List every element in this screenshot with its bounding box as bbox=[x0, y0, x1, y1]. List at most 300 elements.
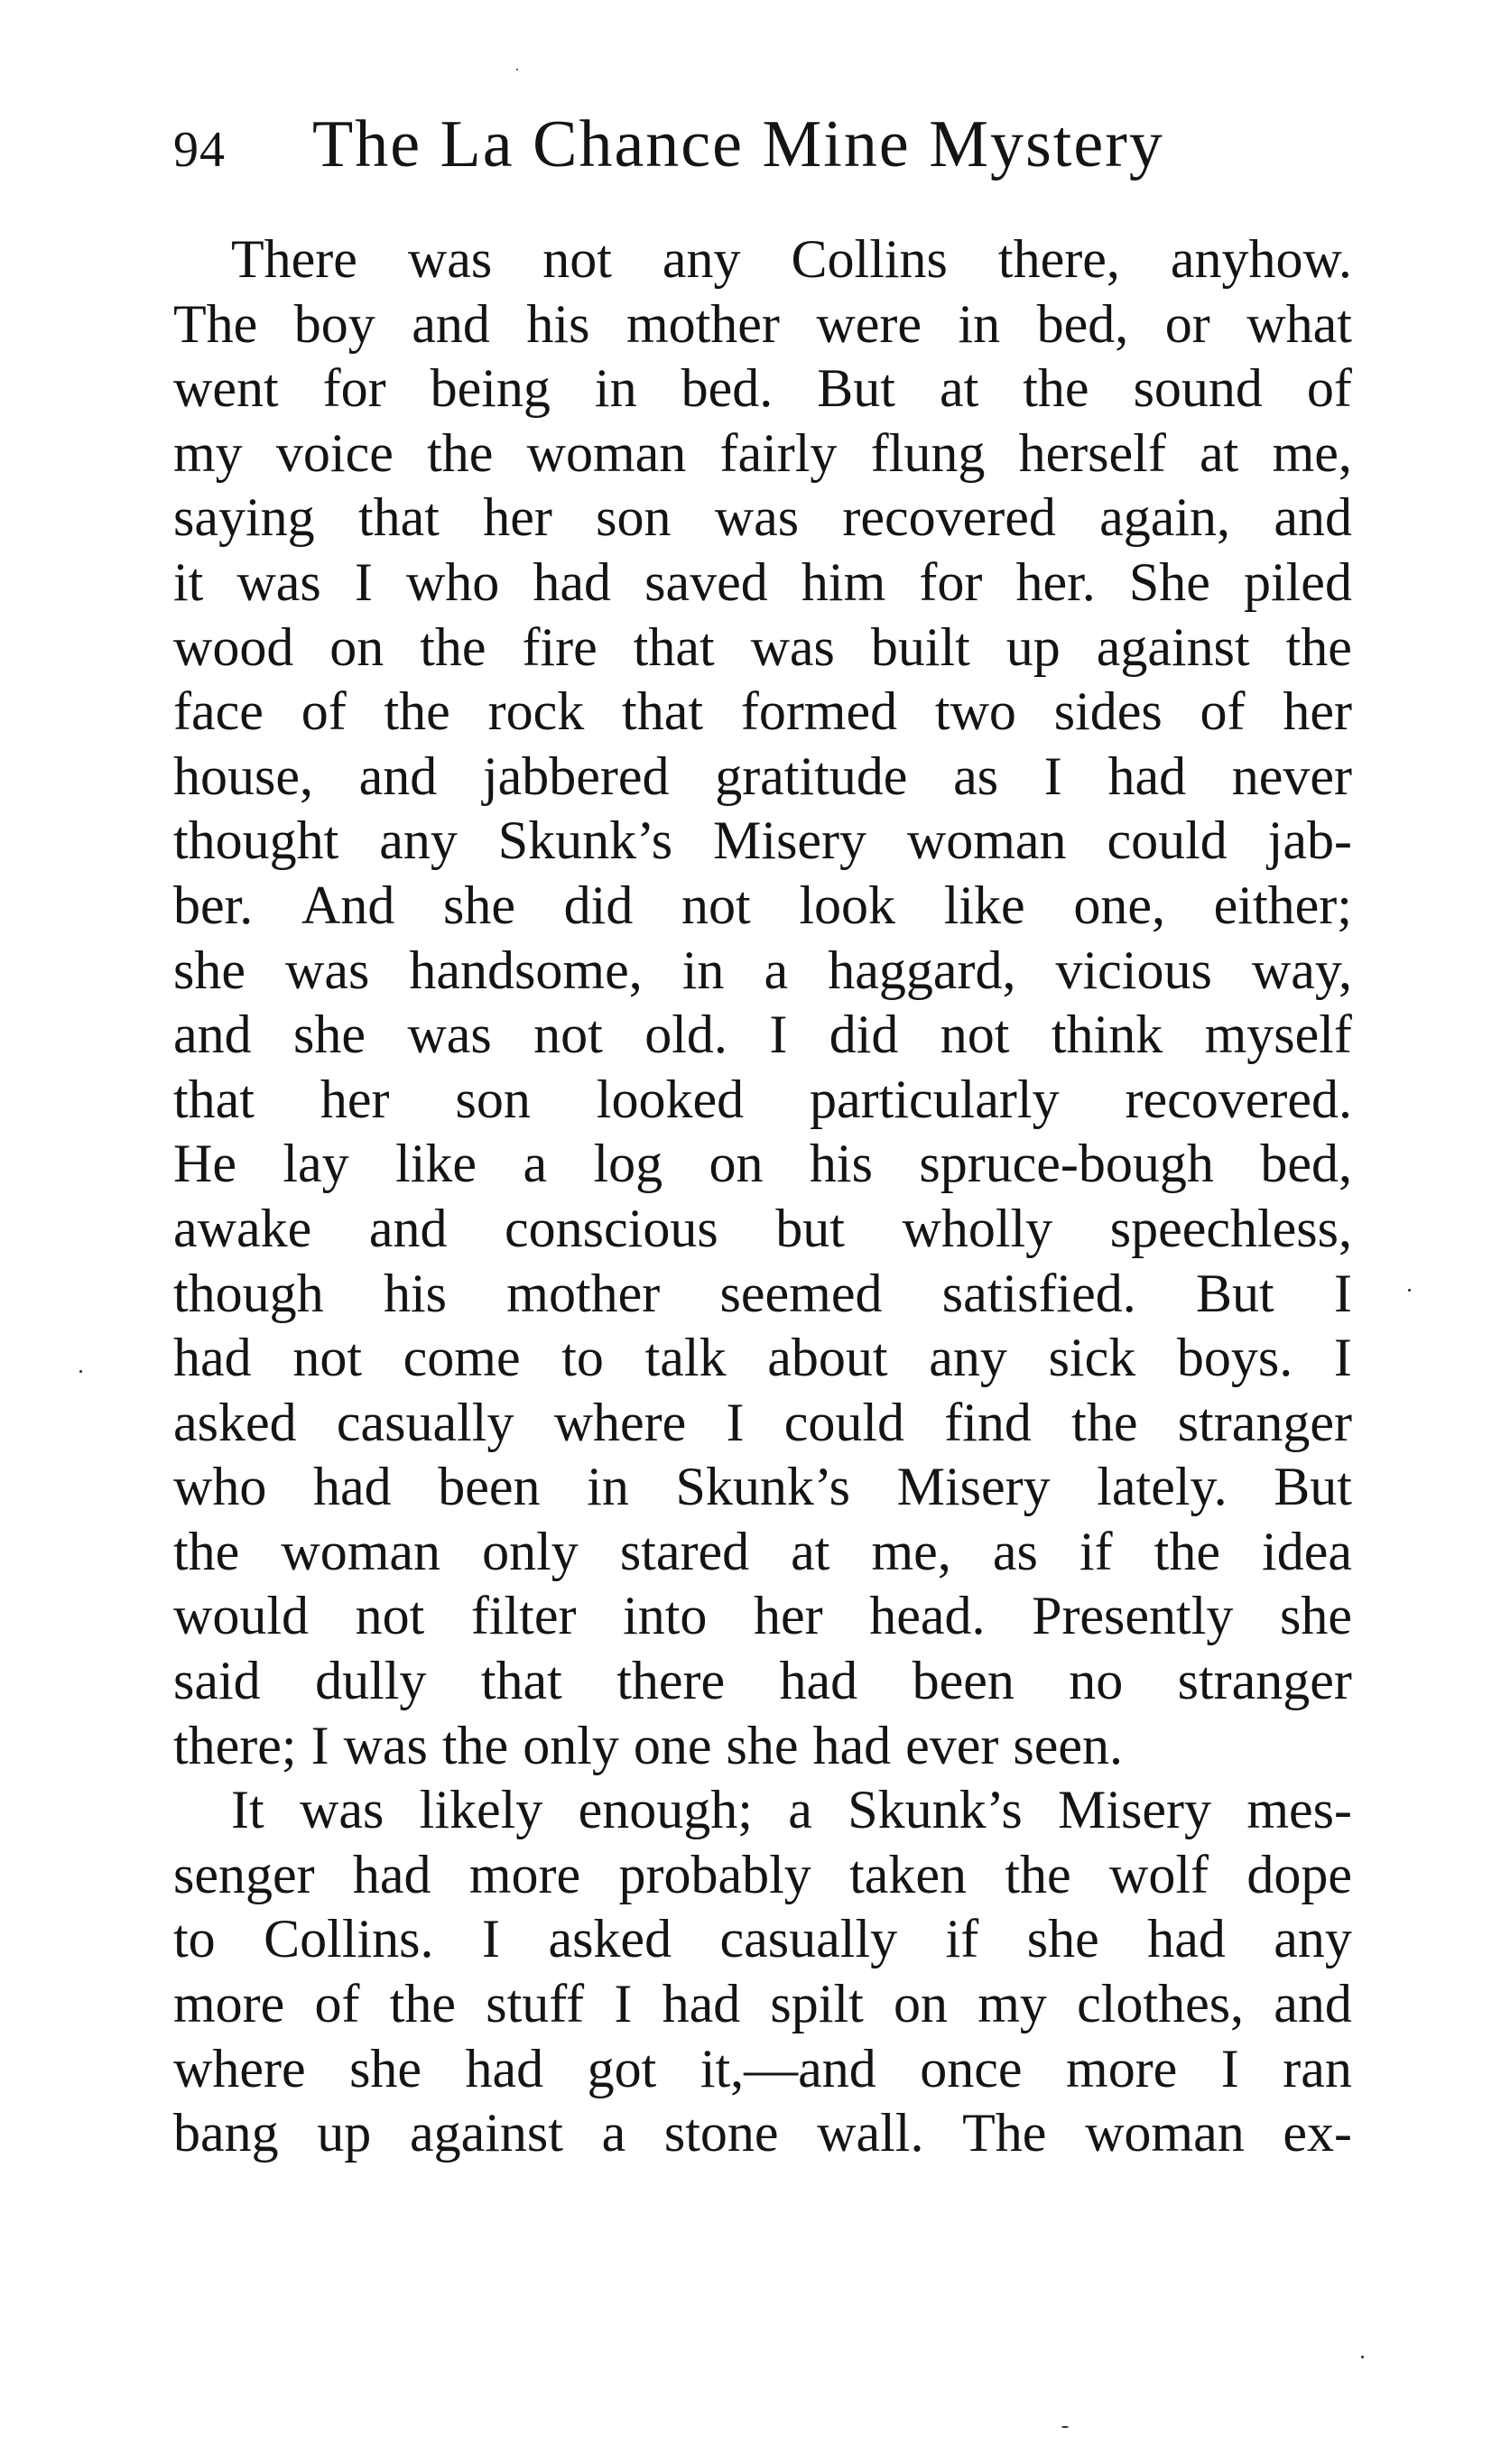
word: saying bbox=[173, 487, 315, 548]
word: idea bbox=[1262, 1521, 1352, 1581]
word: up bbox=[317, 2103, 372, 2163]
text-line bbox=[173, 939, 1352, 1004]
word: Misery bbox=[713, 811, 867, 871]
word: a bbox=[788, 1780, 812, 1840]
word: son bbox=[455, 1069, 531, 1129]
word: mother bbox=[506, 1263, 661, 1323]
word: on bbox=[894, 1974, 948, 2034]
word: think bbox=[1051, 1005, 1163, 1065]
word: me, bbox=[1272, 422, 1352, 483]
word: house, bbox=[173, 746, 313, 806]
word: was bbox=[407, 1005, 492, 1065]
word: it,—and bbox=[700, 2038, 876, 2098]
word: Collins. bbox=[264, 1909, 434, 1969]
word: enough; bbox=[578, 1780, 753, 1840]
word: where bbox=[173, 2038, 306, 2098]
word: wolf bbox=[1109, 1844, 1209, 1904]
word: jabbered bbox=[482, 746, 670, 806]
text-line bbox=[173, 1455, 1352, 1520]
word: speechless, bbox=[1109, 1198, 1352, 1258]
word: me, bbox=[871, 1521, 951, 1581]
word: it bbox=[173, 551, 204, 612]
word: dully bbox=[315, 1651, 427, 1711]
word: fire bbox=[522, 616, 598, 677]
text-line bbox=[173, 1649, 1352, 1714]
word: But bbox=[1274, 1457, 1352, 1517]
word: find bbox=[944, 1392, 1032, 1452]
word: ever bbox=[905, 1715, 999, 1775]
word: built bbox=[870, 616, 970, 677]
word: one bbox=[633, 1715, 712, 1775]
text-line bbox=[173, 227, 1352, 292]
word: Collins bbox=[791, 229, 948, 289]
word: lay bbox=[283, 1134, 349, 1194]
word: gratitude bbox=[715, 746, 908, 806]
word: who bbox=[173, 1457, 267, 1517]
word: mes- bbox=[1246, 1780, 1352, 1840]
word: likely bbox=[419, 1780, 543, 1840]
word: a bbox=[601, 2103, 626, 2163]
word: handsome, bbox=[409, 940, 643, 1000]
word: was bbox=[407, 229, 493, 289]
word: could bbox=[1107, 811, 1228, 871]
word: like bbox=[395, 1134, 477, 1194]
word: had bbox=[812, 1715, 892, 1775]
word: I bbox=[310, 1715, 329, 1775]
word: the bbox=[427, 422, 494, 483]
word: only bbox=[523, 1715, 619, 1775]
word: had bbox=[1107, 746, 1187, 806]
word: Misery bbox=[1058, 1780, 1211, 1840]
word: the bbox=[1071, 1392, 1138, 1452]
word: bang bbox=[173, 2103, 279, 2163]
word: was bbox=[236, 551, 321, 612]
word: was bbox=[750, 616, 835, 677]
text-line bbox=[173, 616, 1352, 681]
word: woman bbox=[281, 1521, 441, 1581]
word: or bbox=[1164, 293, 1210, 354]
word: There bbox=[231, 229, 357, 289]
word: flung bbox=[870, 422, 986, 483]
word: It bbox=[231, 1780, 264, 1840]
word: though bbox=[173, 1263, 324, 1323]
word: looked bbox=[596, 1069, 745, 1129]
word: to bbox=[561, 1328, 604, 1388]
word: said bbox=[173, 1651, 261, 1711]
word: ex- bbox=[1283, 2103, 1352, 2163]
word: But bbox=[817, 358, 895, 419]
word: piled bbox=[1243, 551, 1352, 612]
scan-speck bbox=[79, 1370, 82, 1373]
word: ber. bbox=[173, 875, 254, 935]
word: conscious bbox=[505, 1198, 718, 1258]
word: the bbox=[173, 1521, 240, 1581]
word: in bbox=[587, 1457, 629, 1517]
word: in bbox=[681, 940, 725, 1000]
word: He bbox=[173, 1134, 236, 1194]
word: that bbox=[633, 616, 715, 677]
word: I bbox=[614, 1974, 633, 2034]
word: had bbox=[533, 551, 612, 612]
text-line bbox=[173, 1197, 1352, 1262]
word: Skunk’s bbox=[497, 811, 673, 871]
text-line bbox=[173, 1843, 1352, 1908]
word: on bbox=[329, 616, 385, 677]
word: mother bbox=[625, 293, 780, 354]
word: more bbox=[1066, 2038, 1178, 2098]
word: she bbox=[726, 1715, 799, 1775]
word: taken bbox=[849, 1844, 968, 1904]
word: had bbox=[313, 1457, 392, 1517]
text-line bbox=[173, 1972, 1352, 2037]
word: got bbox=[587, 2038, 657, 2098]
word: a bbox=[523, 1134, 548, 1194]
word: her. bbox=[1015, 551, 1096, 612]
text-line bbox=[173, 1907, 1352, 1972]
word: of bbox=[1306, 358, 1352, 419]
word: of bbox=[1200, 681, 1246, 742]
word: not bbox=[292, 1328, 362, 1388]
word: against bbox=[1096, 616, 1250, 677]
text-line bbox=[173, 745, 1352, 810]
word: lately. bbox=[1097, 1457, 1228, 1517]
word: could bbox=[783, 1392, 905, 1452]
word: up bbox=[1005, 616, 1061, 677]
text-line bbox=[173, 1068, 1352, 1133]
word: a bbox=[764, 940, 789, 1000]
word: had bbox=[779, 1651, 858, 1711]
word: myself bbox=[1204, 1005, 1352, 1065]
word: talk bbox=[644, 1328, 727, 1388]
word: Presently bbox=[1032, 1586, 1234, 1646]
word: she bbox=[443, 875, 515, 935]
word: bed. bbox=[681, 358, 774, 419]
text-line bbox=[173, 1714, 1352, 1779]
book-title: The La Chance Mine Mystery bbox=[312, 107, 1164, 181]
word: were bbox=[816, 293, 922, 354]
word: head. bbox=[869, 1586, 986, 1646]
word: asked bbox=[548, 1909, 672, 1969]
word: I bbox=[1333, 1328, 1352, 1388]
text-line bbox=[173, 809, 1352, 874]
word: at bbox=[1200, 422, 1239, 483]
word: Skunk’s bbox=[848, 1780, 1023, 1840]
word: his bbox=[383, 1263, 447, 1323]
word: she bbox=[293, 1005, 366, 1065]
word: probably bbox=[618, 1844, 811, 1904]
word: any bbox=[662, 229, 741, 289]
word: her bbox=[320, 1069, 390, 1129]
word: stuff bbox=[486, 1974, 585, 2034]
word: stranger bbox=[1177, 1651, 1352, 1711]
word: did bbox=[829, 1005, 899, 1065]
scan-speck bbox=[1408, 1289, 1411, 1292]
word: casually bbox=[719, 1909, 898, 1969]
word: sick bbox=[1048, 1328, 1136, 1388]
word: like bbox=[943, 875, 1025, 935]
word: I bbox=[1043, 746, 1062, 806]
word: that bbox=[622, 681, 704, 742]
word: two bbox=[934, 681, 1016, 742]
word: of bbox=[301, 681, 347, 742]
word: had bbox=[1147, 1909, 1226, 1969]
text-line bbox=[173, 1003, 1352, 1068]
word: but bbox=[775, 1198, 845, 1258]
word: never bbox=[1231, 746, 1352, 806]
word: who bbox=[405, 551, 500, 612]
word: sound bbox=[1133, 358, 1263, 419]
word: the bbox=[389, 1974, 457, 2034]
word: seen. bbox=[1013, 1715, 1124, 1775]
word: I bbox=[1220, 2038, 1239, 2098]
word: Misery bbox=[896, 1457, 1051, 1517]
word: there; bbox=[173, 1715, 297, 1775]
word: and bbox=[173, 1005, 252, 1065]
word: in bbox=[958, 293, 1001, 354]
word: The bbox=[173, 293, 258, 354]
word: the bbox=[441, 1715, 509, 1775]
text-line bbox=[173, 551, 1352, 616]
word: she bbox=[1026, 1909, 1099, 1969]
word: wood bbox=[173, 616, 294, 677]
word: the bbox=[420, 616, 486, 677]
word: stared bbox=[619, 1521, 750, 1581]
word: against bbox=[409, 2103, 563, 2163]
word: more bbox=[173, 1974, 285, 2034]
word: boy bbox=[293, 293, 375, 354]
word: his bbox=[809, 1134, 873, 1194]
word: the bbox=[1285, 616, 1352, 677]
word: at bbox=[791, 1521, 830, 1581]
word: particularly bbox=[810, 1069, 1060, 1129]
word: been bbox=[438, 1457, 541, 1517]
word: The bbox=[962, 2103, 1047, 2163]
word: spilt bbox=[770, 1974, 864, 2034]
word: her bbox=[483, 487, 552, 548]
word: voice bbox=[275, 422, 394, 483]
word: woman bbox=[1085, 2103, 1245, 2163]
word: wholly bbox=[902, 1198, 1053, 1258]
word: her bbox=[754, 1586, 823, 1646]
word: one, bbox=[1073, 875, 1165, 935]
word: as bbox=[953, 746, 999, 806]
word: And bbox=[301, 875, 395, 935]
word: as bbox=[992, 1521, 1038, 1581]
body-text bbox=[173, 227, 1352, 2166]
word: there bbox=[616, 1651, 726, 1711]
word: my bbox=[173, 422, 243, 483]
word: She bbox=[1128, 551, 1210, 612]
word: ran bbox=[1283, 2038, 1352, 2098]
word: about bbox=[767, 1328, 888, 1388]
word: any bbox=[379, 811, 458, 871]
word: was bbox=[285, 940, 370, 1000]
word: was bbox=[714, 487, 800, 548]
word: not bbox=[355, 1586, 425, 1646]
text-line bbox=[173, 2101, 1352, 2166]
word: look bbox=[799, 875, 896, 935]
text-line bbox=[173, 292, 1352, 357]
word: again, bbox=[1099, 487, 1231, 548]
scan-speck bbox=[516, 69, 518, 70]
text-line bbox=[173, 421, 1352, 486]
running-head bbox=[173, 107, 1352, 197]
word: sides bbox=[1053, 681, 1163, 742]
word: not bbox=[533, 1005, 603, 1065]
word: if bbox=[1079, 1521, 1113, 1581]
word: the bbox=[1154, 1521, 1220, 1581]
word: she bbox=[173, 940, 246, 1000]
text-line bbox=[173, 1520, 1352, 1585]
word: for bbox=[322, 358, 386, 419]
word: either; bbox=[1213, 875, 1352, 935]
word: went bbox=[173, 358, 279, 419]
word: more bbox=[468, 1844, 581, 1904]
word: thought bbox=[173, 811, 339, 871]
word: of bbox=[314, 1974, 360, 2034]
word: on bbox=[709, 1134, 764, 1194]
word: stone bbox=[663, 2103, 779, 2163]
word: awake bbox=[173, 1198, 312, 1258]
word: log bbox=[593, 1134, 663, 1194]
word: to bbox=[173, 1909, 216, 1969]
word: and bbox=[412, 293, 490, 354]
word: the bbox=[384, 681, 450, 742]
word: had bbox=[173, 1328, 252, 1388]
word: had bbox=[662, 1974, 741, 2034]
word: seemed bbox=[719, 1263, 883, 1323]
word: vicious bbox=[1055, 940, 1212, 1000]
word: would bbox=[173, 1586, 309, 1646]
word: for bbox=[919, 551, 983, 612]
scan-speck bbox=[1061, 2426, 1069, 2428]
word: any bbox=[1274, 1909, 1352, 1969]
word: bed, bbox=[1260, 1134, 1352, 1194]
word: only bbox=[482, 1521, 579, 1581]
word: bed, bbox=[1036, 293, 1129, 354]
word: where bbox=[553, 1392, 687, 1452]
word: I bbox=[726, 1392, 745, 1452]
text-line bbox=[173, 2037, 1352, 2102]
word: clothes, bbox=[1077, 1974, 1245, 2034]
word: Skunk’s bbox=[675, 1457, 850, 1517]
word: my bbox=[978, 1974, 1047, 2034]
word: fairly bbox=[719, 422, 838, 483]
word: woman bbox=[526, 422, 687, 483]
word: casually bbox=[336, 1392, 514, 1452]
word: in bbox=[594, 358, 637, 419]
word: any bbox=[929, 1328, 1007, 1388]
word: was bbox=[343, 1715, 428, 1775]
word: if bbox=[945, 1909, 979, 1969]
word: not bbox=[681, 875, 751, 935]
word: was bbox=[300, 1780, 385, 1840]
word: what bbox=[1246, 293, 1352, 354]
word: the bbox=[1023, 358, 1089, 419]
word: herself bbox=[1018, 422, 1166, 483]
word: there, bbox=[997, 229, 1120, 289]
text-line bbox=[173, 874, 1352, 939]
word: once bbox=[920, 2038, 1023, 2098]
word: wall. bbox=[817, 2103, 924, 2163]
word: into bbox=[623, 1586, 708, 1646]
word: But bbox=[1196, 1263, 1274, 1323]
word: satisfied. bbox=[941, 1263, 1136, 1323]
word: stranger bbox=[1177, 1392, 1352, 1452]
word: his bbox=[526, 293, 590, 354]
word: not bbox=[542, 229, 612, 289]
word: him bbox=[801, 551, 886, 612]
word: senger bbox=[173, 1844, 315, 1904]
text-line bbox=[173, 1778, 1352, 1843]
text-line bbox=[173, 680, 1352, 745]
word: being bbox=[430, 358, 551, 419]
word: anyhow. bbox=[1170, 229, 1352, 289]
word: had bbox=[465, 2038, 544, 2098]
word: and bbox=[1274, 1974, 1352, 2034]
word: dope bbox=[1246, 1844, 1352, 1904]
word: way, bbox=[1251, 940, 1352, 1000]
text-line bbox=[173, 1391, 1352, 1456]
word: asked bbox=[173, 1392, 297, 1452]
text-line bbox=[173, 1584, 1352, 1649]
word: had bbox=[352, 1844, 431, 1904]
word: woman bbox=[906, 811, 1067, 871]
word: I bbox=[482, 1909, 500, 1969]
word: recovered. bbox=[1125, 1069, 1352, 1129]
word: come bbox=[403, 1328, 521, 1388]
word: the bbox=[1005, 1844, 1071, 1904]
word: rock bbox=[487, 681, 585, 742]
word: she bbox=[349, 2038, 422, 2098]
word: saved bbox=[644, 551, 768, 612]
word: face bbox=[173, 681, 264, 742]
word: and bbox=[358, 746, 438, 806]
word: I bbox=[769, 1005, 788, 1065]
text-line bbox=[173, 1262, 1352, 1327]
word: formed bbox=[740, 681, 898, 742]
word: jab- bbox=[1267, 811, 1352, 871]
text-line bbox=[173, 1132, 1352, 1197]
scan-speck bbox=[1361, 2356, 1364, 2358]
word: I bbox=[1334, 1263, 1352, 1323]
word: at bbox=[939, 358, 979, 419]
word: that bbox=[357, 487, 440, 548]
text-line bbox=[173, 486, 1352, 551]
word: not bbox=[940, 1005, 1010, 1065]
text-line bbox=[173, 357, 1352, 421]
word: old. bbox=[644, 1005, 727, 1065]
word: she bbox=[1279, 1586, 1352, 1646]
word: that bbox=[173, 1069, 255, 1129]
word: son bbox=[596, 487, 672, 548]
word: no bbox=[1069, 1651, 1124, 1711]
word: I bbox=[354, 551, 373, 612]
word: spruce-bough bbox=[919, 1134, 1214, 1194]
word: filter bbox=[470, 1586, 577, 1646]
word: that bbox=[480, 1651, 562, 1711]
word: haggard, bbox=[828, 940, 1016, 1000]
word: and bbox=[368, 1198, 448, 1258]
word: her bbox=[1283, 681, 1352, 742]
text-line bbox=[173, 1326, 1352, 1391]
word: did bbox=[563, 875, 634, 935]
word: boys. bbox=[1176, 1328, 1293, 1388]
word: been bbox=[912, 1651, 1015, 1711]
word: and bbox=[1274, 487, 1352, 548]
page-number: 94 bbox=[173, 122, 226, 178]
word: recovered bbox=[842, 487, 1056, 548]
